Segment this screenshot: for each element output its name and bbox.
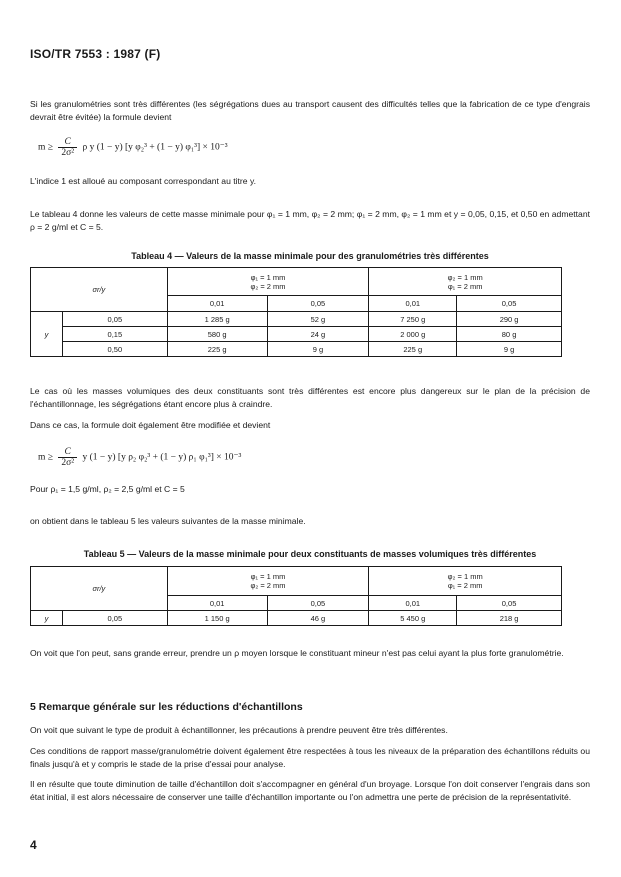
table5-caption: Tableau 5 — Valeurs de la masse minimale pour deux constituants de masses volumiques très différentes bbox=[83, 549, 537, 559]
table-cell: 80 g bbox=[457, 327, 562, 342]
table-row bbox=[31, 312, 562, 327]
paragraph-conditions: Ces conditions de rapport masse/granulométrie doivent également être respectées à tous les niveaux de la préparation des échantillons réduits ou finals jusqu'à et y compris le stade de la prise d'essai pour analyse. bbox=[30, 746, 590, 769]
table-cell: 9 g bbox=[457, 342, 562, 357]
paragraph-table4-intro: Le tableau 4 donne les valeurs de cette masse minimale pour φ₁ = 1 mm, φ₂ = 2 mm; φ₁ = 2 mm, φ₂ = 1 mm et y = 0,05, 0,15, et 0,50 en admettant ρ = 2 g/ml et C = 5. bbox=[30, 209, 590, 232]
paragraph-formula2-intro: Dans ce cas, la formule doit également être modifiée et devient bbox=[30, 420, 271, 430]
formula-1-denominator: 2σ² bbox=[61, 148, 75, 158]
table5-sub-header: 0,05 bbox=[457, 596, 562, 611]
formula-2 bbox=[38, 447, 241, 468]
table5-group2-line1: φ₂ = 1 mm bbox=[447, 572, 483, 581]
formula-2-rhs: y (1 − y) [y ρ₂ φ₂³ + (1 − y) ρ₁ φ₁³] × 10⁻³ bbox=[82, 452, 242, 463]
table4-group1-line2: φ₂ = 2 mm bbox=[250, 281, 286, 291]
paragraph-density: Le cas où les masses volumiques des deux constituants sont très différentes est encore plus dangereux sur le plan de la précision de l'échantillonnage, les ségrégations étant encore plus à craindre. bbox=[30, 386, 590, 409]
table-cell: 0,05 bbox=[62, 312, 167, 327]
table5-sub-header: 0,05 bbox=[267, 596, 369, 611]
paragraph-index-note: L'indice 1 est alloué au composant correspondant au titre y. bbox=[30, 176, 257, 186]
formula-2-numerator: C bbox=[58, 447, 77, 458]
table-cell: 24 g bbox=[267, 327, 369, 342]
table-cell: 0,50 bbox=[62, 342, 167, 357]
table-cell: 46 g bbox=[267, 611, 369, 626]
table-cell: 1 150 g bbox=[167, 611, 267, 626]
paragraph-precautions: On voit que suivant le type de produit à échantillonner, les précautions à prendre peuvent être très différentes. bbox=[30, 725, 448, 735]
table-5 bbox=[30, 566, 562, 626]
table5-corner-cell bbox=[31, 567, 168, 611]
paragraph-table5-intro: on obtient dans le tableau 5 les valeurs suivantes de la masse minimale. bbox=[30, 516, 306, 526]
table-row bbox=[31, 611, 562, 626]
table-cell: 9 g bbox=[267, 342, 369, 357]
table4-corner-cell bbox=[31, 268, 168, 312]
table4-group2-line1: φ₂ = 1 mm bbox=[447, 272, 483, 282]
table5-group1-header bbox=[167, 567, 369, 596]
formula-1-numerator: C bbox=[58, 137, 77, 148]
formula-2-fraction bbox=[58, 447, 77, 468]
table5-row-label: y bbox=[31, 611, 63, 626]
table-cell: 5 450 g bbox=[369, 611, 457, 626]
formula-1-fraction bbox=[58, 137, 77, 158]
section-heading: 5 Remarque générale sur les réductions d'échantillons bbox=[30, 701, 303, 713]
paragraph-densities: Pour ρ₁ = 1,5 g/ml, ρ₂ = 2,5 g/ml et C = 5 bbox=[30, 484, 185, 494]
table-cell: 1 285 g bbox=[167, 312, 267, 327]
table5-corner-label: σr/y bbox=[92, 584, 106, 593]
table5-sub-header: 0,01 bbox=[369, 596, 457, 611]
table-cell: 580 g bbox=[167, 327, 267, 342]
table-cell: 225 g bbox=[167, 342, 267, 357]
table4-group2-header bbox=[369, 268, 562, 296]
table4-caption: Tableau 4 — Valeurs de la masse minimale pour des granulométries très différentes bbox=[131, 251, 489, 261]
table4-group1-line1: φ₁ = 1 mm bbox=[250, 272, 286, 282]
table-cell: 2 000 g bbox=[369, 327, 457, 342]
table5-group1-line1: φ₁ = 1 mm bbox=[250, 572, 286, 581]
formula-1-lhs: m ≥ bbox=[38, 142, 53, 153]
table5-group2-header bbox=[369, 567, 562, 596]
table-cell: 290 g bbox=[457, 312, 562, 327]
formula-2-denominator: 2σ² bbox=[61, 458, 75, 468]
table5-sub-header: 0,01 bbox=[167, 596, 267, 611]
table-cell: 7 250 g bbox=[369, 312, 457, 327]
formula-1 bbox=[38, 137, 228, 158]
table4-row-label: y bbox=[31, 312, 63, 357]
paragraph-conclusion: On voit que l'on peut, sans grande erreur, prendre un ρ moyen lorsque le constituant mineur n'est pas celui ayant la plus forte granulométrie. bbox=[30, 648, 564, 658]
document-header: ISO/TR 7553 : 1987 (F) bbox=[30, 47, 161, 61]
table-cell: 0,15 bbox=[62, 327, 167, 342]
table-cell: 225 g bbox=[369, 342, 457, 357]
table-row bbox=[31, 342, 562, 357]
paragraph-grinding: Il en résulte que toute diminution de taille d'échantillon doit s'accompagner en général d'un broyage. Lorsque l'on doit conserver l'engrais dans son état initial, il est alors nécessaire de conserver une taille d'échantillon importante ou l'on admettra une perte de précision de la représentativité. bbox=[30, 779, 590, 802]
table4-sub-header: 0,01 bbox=[167, 296, 267, 312]
table4-group2-line2: φ₁ = 2 mm bbox=[447, 281, 483, 291]
paragraph-intro: Si les granulométries sont très différentes (les ségrégations dues au transport causent des difficultés telles que la fabrication de ce type d'engrais devrait être évitée) la formule devient bbox=[30, 99, 590, 122]
table-cell: 218 g bbox=[457, 611, 562, 626]
formula-1-rhs: ρ y (1 − y) [y φ₂³ + (1 − y) φ₁³] × 10⁻³ bbox=[82, 142, 228, 153]
table-row bbox=[31, 327, 562, 342]
table-cell: 52 g bbox=[267, 312, 369, 327]
table4-group1-header bbox=[167, 268, 369, 296]
table4-corner-label: σr/y bbox=[92, 285, 106, 294]
table-4 bbox=[30, 267, 562, 357]
table5-group1-line2: φ₂ = 2 mm bbox=[250, 581, 286, 590]
table5-group2-line2: φ₁ = 2 mm bbox=[447, 581, 483, 590]
page-number: 4 bbox=[30, 838, 37, 852]
formula-2-lhs: m ≥ bbox=[38, 452, 53, 463]
table4-sub-header: 0,01 bbox=[369, 296, 457, 312]
table4-sub-header: 0,05 bbox=[457, 296, 562, 312]
table-cell: 0,05 bbox=[62, 611, 167, 626]
table4-sub-header: 0,05 bbox=[267, 296, 369, 312]
